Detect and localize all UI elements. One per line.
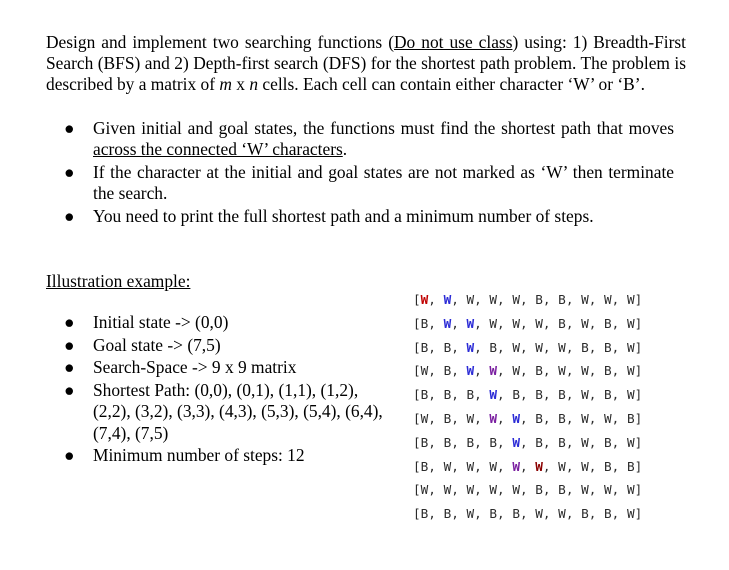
- matrix-cell: B: [581, 506, 589, 522]
- matrix-cell: B: [420, 315, 429, 331]
- matrix-separator: ,: [474, 315, 490, 331]
- requirement-2-text: If the character at the initial and goal states are not marked as ‘W’ then terminate the search.: [93, 162, 674, 203]
- matrix-separator: ,: [611, 363, 627, 379]
- matrix-cell: B: [489, 434, 498, 450]
- matrix-bracket-close: ]: [634, 292, 643, 307]
- matrix-separator: ,: [428, 458, 444, 474]
- matrix-cell: W: [466, 292, 475, 307]
- matrix-separator: ,: [588, 339, 605, 355]
- matrix-cell: W: [581, 458, 589, 474]
- matrix-separator: ,: [428, 292, 444, 307]
- matrix-separator: ,: [519, 339, 536, 355]
- matrix-separator: ,: [588, 410, 605, 426]
- requirements-list: [62, 118, 674, 229]
- matrix-cell: B: [443, 339, 452, 355]
- matrix-row: [413, 288, 642, 312]
- matrix-cell: W: [581, 292, 589, 307]
- matrix-separator: ,: [519, 315, 536, 331]
- matrix-cell: W: [626, 506, 635, 522]
- matrix-cell: B: [443, 506, 452, 522]
- bullet-icon: ●: [64, 357, 75, 377]
- matrix-separator: ,: [451, 458, 467, 474]
- matrix-cell: W: [581, 387, 589, 403]
- matrix-cell: W: [581, 410, 589, 426]
- matrix-cell: W: [581, 434, 589, 450]
- matrix-separator: ,: [565, 434, 582, 450]
- matrix-separator: ,: [542, 387, 559, 403]
- matrix-bracket-open: [: [413, 410, 421, 426]
- matrix-cell-path: W: [420, 292, 429, 307]
- matrix-cell: B: [443, 410, 452, 426]
- matrix-cell: W: [512, 363, 520, 379]
- matrix-cell: B: [626, 410, 635, 426]
- matrix-separator: ,: [474, 292, 490, 307]
- info-space-text: Search-Space -> 9 x 9 matrix: [93, 357, 297, 377]
- matrix-cell: W: [558, 363, 566, 379]
- matrix-separator: ,: [588, 363, 605, 379]
- matrix-cell: W: [489, 458, 498, 474]
- matrix-cell-path: W: [489, 410, 498, 426]
- matrix-separator: ,: [611, 315, 627, 331]
- requirement-item-2: [62, 162, 674, 204]
- matrix-cell: W: [604, 482, 612, 498]
- requirement-item-3: [62, 206, 674, 227]
- matrix-cell: B: [604, 458, 612, 474]
- matrix-cell: W: [581, 482, 589, 498]
- matrix-separator: ,: [542, 363, 559, 379]
- matrix-bracket-open: [: [413, 458, 421, 474]
- matrix-separator: ,: [428, 410, 444, 426]
- matrix-cell: W: [626, 434, 635, 450]
- matrix-bracket-open: [: [413, 315, 421, 331]
- matrix-separator: ,: [588, 292, 605, 307]
- matrix-separator: ,: [451, 339, 467, 355]
- matrix-cell: B: [558, 292, 566, 307]
- matrix-separator: ,: [519, 410, 536, 426]
- matrix-cell: B: [443, 363, 452, 379]
- intro-m: m: [219, 74, 232, 94]
- bullet-icon: ●: [64, 162, 75, 182]
- matrix-separator: ,: [497, 387, 513, 403]
- info-path-text: Shortest Path: (0,0), (0,1), (1,1), (1,2), (2,2), (3,2), (3,3), (4,3), (5,3), (5,4), (6,4), (7,4), (7,5): [93, 379, 383, 443]
- matrix-cell: W: [466, 410, 475, 426]
- matrix-separator: ,: [519, 458, 536, 474]
- matrix-separator: ,: [542, 458, 559, 474]
- matrix-cell-path: W: [512, 458, 520, 474]
- info-goal-state: [62, 335, 392, 357]
- matrix-cell: B: [420, 506, 429, 522]
- matrix-separator: ,: [565, 410, 582, 426]
- matrix-cell: B: [558, 434, 566, 450]
- matrix-cell: W: [489, 315, 498, 331]
- matrix-bracket-close: ]: [634, 315, 643, 331]
- info-shortest-path: [62, 380, 392, 445]
- matrix-separator: ,: [542, 410, 559, 426]
- matrix-cell: B: [558, 387, 566, 403]
- matrix-bracket-open: [: [413, 482, 421, 498]
- matrix-row: [413, 407, 642, 431]
- matrix-cell-path: W: [443, 292, 452, 307]
- matrix-bracket-close: ]: [634, 339, 643, 355]
- matrix-separator: ,: [451, 315, 467, 331]
- matrix-separator: ,: [611, 434, 627, 450]
- matrix-bracket-close: ]: [634, 458, 643, 474]
- matrix-cell: B: [420, 339, 429, 355]
- matrix-bracket-close: ]: [634, 482, 643, 498]
- intro-text-2: ) using: 1) Breadth-First Search (BFS) and 2) Depth-first search (DFS) for the shortest path problem. The problem is described by a matrix of: [46, 32, 686, 94]
- matrix-cell: W: [466, 458, 475, 474]
- matrix-separator: ,: [588, 315, 605, 331]
- info-goal-text: Goal state -> (7,5): [93, 334, 221, 355]
- info-search-space: [62, 357, 392, 379]
- matrix-separator: ,: [588, 434, 605, 450]
- matrix-cell: W: [626, 315, 635, 331]
- matrix-separator: ,: [451, 434, 467, 450]
- matrix-separator: ,: [519, 506, 536, 522]
- matrix-separator: ,: [519, 292, 536, 307]
- matrix-cell: B: [443, 387, 452, 403]
- matrix-cell: W: [626, 387, 635, 403]
- matrix-separator: ,: [519, 434, 536, 450]
- matrix-cell: W: [512, 339, 520, 355]
- matrix-bracket-close: ]: [634, 387, 643, 403]
- matrix-bracket-close: ]: [634, 434, 643, 450]
- matrix-separator: ,: [451, 410, 467, 426]
- matrix-cell: W: [558, 458, 566, 474]
- bullet-icon: ●: [64, 334, 75, 355]
- matrix-separator: ,: [497, 315, 513, 331]
- matrix-bracket-open: [: [413, 363, 421, 379]
- matrix-separator: ,: [428, 339, 444, 355]
- matrix-cell: B: [535, 292, 543, 307]
- matrix-separator: ,: [451, 387, 467, 403]
- matrix-bracket-close: ]: [634, 363, 643, 379]
- matrix-separator: ,: [497, 434, 513, 450]
- matrix-cell: W: [466, 482, 475, 498]
- matrix-separator: ,: [428, 482, 444, 498]
- matrix-cell-path: W: [489, 363, 498, 379]
- info-steps-text: Minimum number of steps: 12: [93, 445, 305, 465]
- illustration-info-list: [62, 312, 392, 468]
- matrix-cell: W: [535, 506, 543, 522]
- matrix-separator: ,: [565, 292, 582, 307]
- matrix-cell-path: W: [466, 315, 475, 331]
- matrix-cell: W: [581, 315, 589, 331]
- intro-n: n: [249, 74, 259, 94]
- matrix-cell: W: [535, 339, 543, 355]
- matrix-separator: ,: [565, 315, 582, 331]
- grid-matrix: [413, 288, 642, 526]
- matrix-separator: ,: [474, 458, 490, 474]
- matrix-separator: ,: [497, 339, 513, 355]
- bullet-icon: ●: [64, 118, 75, 138]
- matrix-bracket-open: [: [413, 506, 421, 522]
- matrix-separator: ,: [611, 387, 627, 403]
- bullet-icon: ●: [64, 445, 75, 465]
- requirement-item-1: [62, 118, 674, 160]
- matrix-cell: B: [443, 434, 452, 450]
- matrix-separator: ,: [474, 434, 490, 450]
- matrix-bracket-open: [: [413, 434, 421, 450]
- matrix-cell: W: [420, 410, 429, 426]
- matrix-row: [413, 455, 642, 479]
- intro-text-1: Design and implement two searching functions (: [46, 32, 394, 52]
- info-initial-text: Initial state -> (0,0): [93, 312, 229, 332]
- matrix-cell: B: [535, 410, 543, 426]
- matrix-cell: B: [535, 387, 543, 403]
- matrix-cell: W: [443, 482, 452, 498]
- matrix-cell: W: [512, 292, 520, 307]
- matrix-cell: B: [535, 363, 543, 379]
- matrix-separator: ,: [611, 292, 627, 307]
- matrix-separator: ,: [542, 434, 559, 450]
- matrix-separator: ,: [474, 410, 490, 426]
- matrix-cell-path: W: [535, 458, 543, 474]
- matrix-separator: ,: [428, 434, 444, 450]
- matrix-bracket-close: ]: [634, 410, 643, 426]
- matrix-cell: W: [512, 315, 520, 331]
- intro-paragraph: [46, 32, 686, 95]
- matrix-cell: B: [420, 434, 429, 450]
- intro-text-3: cells. Each cell can contain either character ‘W’ or ‘B’.: [258, 74, 645, 94]
- matrix-separator: ,: [542, 315, 559, 331]
- matrix-separator: ,: [542, 482, 559, 498]
- matrix-separator: ,: [497, 458, 513, 474]
- matrix-cell: B: [489, 339, 498, 355]
- matrix-cell: B: [558, 315, 566, 331]
- matrix-separator: ,: [474, 506, 490, 522]
- matrix-separator: ,: [497, 506, 513, 522]
- matrix-cell: B: [604, 387, 612, 403]
- matrix-cell: W: [489, 292, 498, 307]
- matrix-cell-path: W: [466, 363, 475, 379]
- matrix-cell: W: [581, 363, 589, 379]
- matrix-row: [413, 336, 642, 360]
- matrix-cell: B: [535, 482, 543, 498]
- matrix-separator: ,: [428, 315, 444, 331]
- matrix-row: [413, 383, 642, 407]
- matrix-separator: ,: [497, 363, 513, 379]
- matrix-row: [413, 431, 642, 455]
- intro-x: x: [231, 74, 250, 94]
- matrix-cell: B: [604, 363, 612, 379]
- matrix-separator: ,: [428, 387, 444, 403]
- matrix-cell: B: [489, 506, 498, 522]
- matrix-separator: ,: [474, 482, 490, 498]
- matrix-cell: W: [604, 292, 612, 307]
- matrix-separator: ,: [474, 387, 490, 403]
- matrix-cell: B: [466, 434, 475, 450]
- matrix-separator: ,: [588, 458, 605, 474]
- matrix-cell: W: [626, 482, 635, 498]
- matrix-separator: ,: [519, 363, 536, 379]
- matrix-separator: ,: [451, 292, 467, 307]
- matrix-separator: ,: [542, 506, 559, 522]
- matrix-cell: W: [558, 506, 566, 522]
- matrix-cell: W: [626, 363, 635, 379]
- matrix-cell: B: [626, 458, 635, 474]
- matrix-cell: B: [512, 387, 520, 403]
- matrix-bracket-open: [: [413, 339, 421, 355]
- requirement-1-end: .: [342, 139, 348, 159]
- matrix-separator: ,: [611, 339, 627, 355]
- matrix-separator: ,: [451, 482, 467, 498]
- illustration-title: Illustration example:: [46, 271, 191, 291]
- matrix-cell: W: [443, 458, 452, 474]
- requirement-1-text: Given initial and goal states, the functions must find the shortest path that moves: [93, 118, 674, 138]
- matrix-cell: B: [604, 339, 612, 355]
- matrix-cell: B: [558, 482, 566, 498]
- matrix-row: [413, 478, 642, 502]
- matrix-separator: ,: [497, 292, 513, 307]
- info-min-steps: [62, 445, 392, 467]
- matrix-bracket-close: ]: [634, 506, 643, 522]
- matrix-separator: ,: [497, 410, 513, 426]
- matrix-cell: B: [604, 506, 612, 522]
- bullet-icon: ●: [64, 379, 75, 400]
- requirement-3-text: You need to print the full shortest path and a minimum number of steps.: [93, 206, 594, 226]
- matrix-cell: B: [512, 506, 520, 522]
- matrix-cell-path: W: [466, 339, 475, 355]
- matrix-separator: ,: [565, 387, 582, 403]
- matrix-bracket-open: [: [413, 387, 421, 403]
- matrix-separator: ,: [542, 339, 559, 355]
- matrix-separator: ,: [451, 506, 467, 522]
- matrix-row: [413, 359, 642, 383]
- matrix-cell: W: [558, 339, 566, 355]
- matrix-separator: ,: [519, 387, 536, 403]
- matrix-separator: ,: [497, 482, 513, 498]
- matrix-separator: ,: [611, 410, 627, 426]
- matrix-cell: W: [604, 410, 612, 426]
- matrix-cell-path: W: [489, 387, 498, 403]
- matrix-cell: B: [581, 339, 589, 355]
- matrix-separator: ,: [565, 339, 582, 355]
- matrix-separator: ,: [588, 482, 605, 498]
- matrix-separator: ,: [565, 506, 582, 522]
- matrix-separator: ,: [565, 363, 582, 379]
- matrix-separator: ,: [474, 363, 490, 379]
- matrix-row: [413, 312, 642, 336]
- matrix-cell: B: [535, 434, 543, 450]
- matrix-cell: W: [466, 506, 475, 522]
- matrix-cell-path: W: [512, 410, 520, 426]
- matrix-separator: ,: [611, 506, 627, 522]
- matrix-cell: W: [512, 482, 520, 498]
- matrix-cell: W: [420, 363, 429, 379]
- matrix-separator: ,: [428, 506, 444, 522]
- matrix-cell: W: [489, 482, 498, 498]
- bullet-icon: ●: [64, 206, 75, 226]
- matrix-cell: B: [558, 410, 566, 426]
- matrix-separator: ,: [565, 458, 582, 474]
- matrix-cell: B: [420, 458, 429, 474]
- matrix-bracket-open: [: [413, 292, 421, 307]
- matrix-separator: ,: [542, 292, 559, 307]
- matrix-separator: ,: [588, 387, 605, 403]
- matrix-cell: B: [466, 387, 475, 403]
- matrix-cell: W: [535, 315, 543, 331]
- matrix-separator: ,: [611, 458, 627, 474]
- matrix-cell: B: [604, 315, 612, 331]
- matrix-separator: ,: [611, 482, 627, 498]
- matrix-cell-path: W: [512, 434, 520, 450]
- matrix-row: [413, 502, 642, 526]
- matrix-cell: W: [420, 482, 429, 498]
- matrix-separator: ,: [565, 482, 582, 498]
- matrix-cell: W: [626, 292, 635, 307]
- intro-underline-no-class: Do not use class: [394, 32, 513, 52]
- matrix-cell: W: [626, 339, 635, 355]
- matrix-separator: ,: [588, 506, 605, 522]
- matrix-cell: B: [604, 434, 612, 450]
- matrix-cell: B: [420, 387, 429, 403]
- matrix-separator: ,: [474, 339, 490, 355]
- info-initial-state: [62, 312, 392, 334]
- matrix-separator: ,: [451, 363, 467, 379]
- matrix-cell-path: W: [443, 315, 452, 331]
- matrix-separator: ,: [519, 482, 536, 498]
- requirement-1-underline: across the connected ‘W’ characters: [93, 139, 343, 159]
- bullet-icon: ●: [64, 312, 75, 332]
- matrix-separator: ,: [428, 363, 444, 379]
